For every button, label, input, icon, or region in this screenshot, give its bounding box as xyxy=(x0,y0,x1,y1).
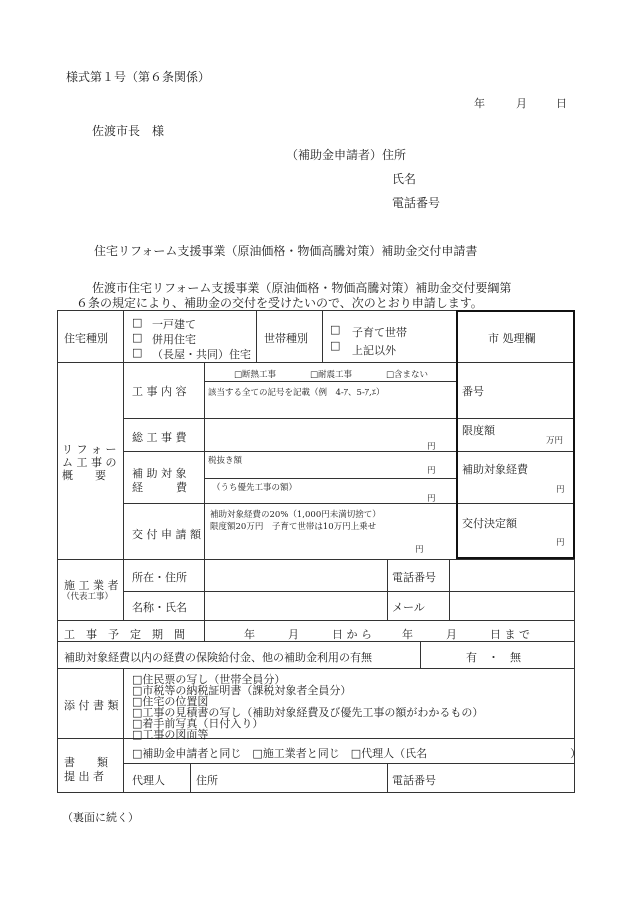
household-type-label: 世帯種別 xyxy=(264,332,308,345)
contractor-phone-label: 電話番号 xyxy=(392,571,436,584)
addressee: 佐渡市長 様 xyxy=(92,124,165,138)
decision-amount-yen: 円 xyxy=(556,538,565,548)
applicant-name-label: 氏名 xyxy=(392,172,417,186)
attachment-item-location-map[interactable]: □住宅の位置図 xyxy=(132,695,209,708)
housing-option-combined: 併用住宅 xyxy=(152,333,196,346)
applicant-address-label: （補助金申請者）住所 xyxy=(286,148,407,162)
date-year: 年 xyxy=(474,97,485,110)
subsidy-cost-right-yen: 円 xyxy=(556,485,565,495)
applicant-phone-label: 電話番号 xyxy=(392,196,441,210)
submitter-label-2: 提 出 者 xyxy=(64,770,104,783)
housing-checkbox-2[interactable]: □ xyxy=(132,331,143,344)
calc-note-2: 限度額20万円 子育て世帯は10万円上乗せ xyxy=(210,522,377,532)
intro-line-1: 佐渡市住宅リフォーム支援事業（原油価格・物価高騰対策）補助金交付要綱第 xyxy=(92,281,512,295)
priority-work-yen: 円 xyxy=(427,494,436,504)
priority-work-note: （うち優先工事の額） xyxy=(212,483,298,493)
attachment-item-estimate[interactable]: □工事の見積書の写し（補助対象経費及び優先工事の額がわかるもの） xyxy=(132,706,484,719)
housing-checkbox-1[interactable]: □ xyxy=(132,316,143,329)
page-title: 住宅リフォーム支援事業（原油価格・物価高騰対策）補助金交付申請書 xyxy=(94,244,478,258)
subsidy-cost-yen: 円 xyxy=(427,466,436,476)
reform-summary-label-2: ム 工 事 の xyxy=(62,456,117,469)
work-period-from[interactable]: 年 月 日 か ら xyxy=(244,628,372,641)
work-note: 該当する全ての記号を記載（例 4-ｱ、5-ｱ,ｴ） xyxy=(208,388,385,398)
number-label: 番号 xyxy=(462,385,484,398)
work-option-none[interactable]: □含まない xyxy=(386,370,429,380)
agent-phone-label: 電話番号 xyxy=(392,774,436,787)
housing-type-label: 住宅種別 xyxy=(64,332,108,345)
intro-line-2: ６条の規定により、補助金の交付を受けたいので、次のとおり申請します。 xyxy=(76,296,483,310)
total-cost-yen: 円 xyxy=(427,442,436,452)
work-option-seismic[interactable]: □耐震工事 xyxy=(310,370,353,380)
work-period-label: 工 事 予 定 期 間 xyxy=(64,628,185,641)
continued-note: （裏面に続く） xyxy=(62,811,139,824)
attachments-label: 添 付 書 類 xyxy=(64,699,119,712)
form-number: 様式第１号（第６条関係） xyxy=(66,70,211,84)
contractor-label: 施 工 業 者 xyxy=(64,579,119,592)
insurance-question: 補助対象経費以内の経費の保険給付金、他の補助金利用の有無 xyxy=(64,651,372,664)
subsidy-cost-label-2: 経 費 xyxy=(132,481,187,494)
contractor-mail-label: メール xyxy=(392,601,425,614)
contractor-location-label: 所在・住所 xyxy=(132,571,187,584)
housing-option-apartment: （長屋・共同）住宅 xyxy=(152,348,251,361)
subsidy-cost-right-label: 補助対象経費 xyxy=(462,463,528,476)
date-month: 月 xyxy=(516,97,527,110)
calc-note-1: 補助対象経費の20%（1,000円未満切捨て） xyxy=(210,510,381,520)
tax-excluded-label: 税抜き額 xyxy=(208,456,243,466)
reform-summary-label-3: 概 要 xyxy=(62,469,106,482)
household-checkbox-2[interactable]: □ xyxy=(330,339,341,352)
date-day: 日 xyxy=(556,97,567,110)
attachment-item-tax-certificate[interactable]: □市税等の納税証明書（課税対象者全員分） xyxy=(132,684,352,697)
city-processing-label: 市 処理欄 xyxy=(488,332,536,345)
submitter-options[interactable]: □補助金申請者と同じ □施工業者と同じ □代理人（氏名 ） xyxy=(132,747,582,760)
reform-summary-label-1: リ フ ォ ー xyxy=(62,443,117,456)
application-amount-yen: 円 xyxy=(415,545,424,555)
total-cost-label: 総 工 事 費 xyxy=(132,431,187,444)
household-option-childrearing: 子育て世帯 xyxy=(352,326,407,339)
household-option-other: 上記以外 xyxy=(352,344,396,357)
limit-label: 限度額 xyxy=(462,424,495,437)
work-option-insulation[interactable]: □断熱工事 xyxy=(234,370,277,380)
agent-label: 代理人 xyxy=(132,774,165,787)
decision-amount-label: 交付決定額 xyxy=(462,517,517,530)
contractor-sublabel: （代表工事） xyxy=(62,592,114,602)
limit-unit: 万円 xyxy=(546,436,564,446)
housing-option-detached: 一戸建て xyxy=(152,318,196,331)
work-period-to[interactable]: 年 月 日 ま で xyxy=(402,628,530,641)
attachment-item-drawings[interactable]: □工事の図面等 xyxy=(132,728,209,741)
attachment-item-resident-card[interactable]: □住民票の写し（世帯全員分） xyxy=(132,673,286,686)
insurance-answer[interactable]: 有 ・ 無 xyxy=(466,651,521,664)
attachment-item-photos[interactable]: □着手前写真（日付入り） xyxy=(132,717,264,730)
agent-address-label: 住所 xyxy=(196,774,218,787)
submitter-label-1: 書 類 xyxy=(64,756,108,769)
contractor-name-label: 名称・氏名 xyxy=(132,601,187,614)
work-content-label: 工 事 内 容 xyxy=(132,385,187,398)
household-checkbox-1[interactable]: □ xyxy=(330,323,341,336)
application-amount-label: 交 付 申 請 額 xyxy=(132,528,201,541)
subsidy-cost-label-1: 補 助 対 象 xyxy=(132,467,187,480)
housing-checkbox-3[interactable]: □ xyxy=(132,346,143,359)
